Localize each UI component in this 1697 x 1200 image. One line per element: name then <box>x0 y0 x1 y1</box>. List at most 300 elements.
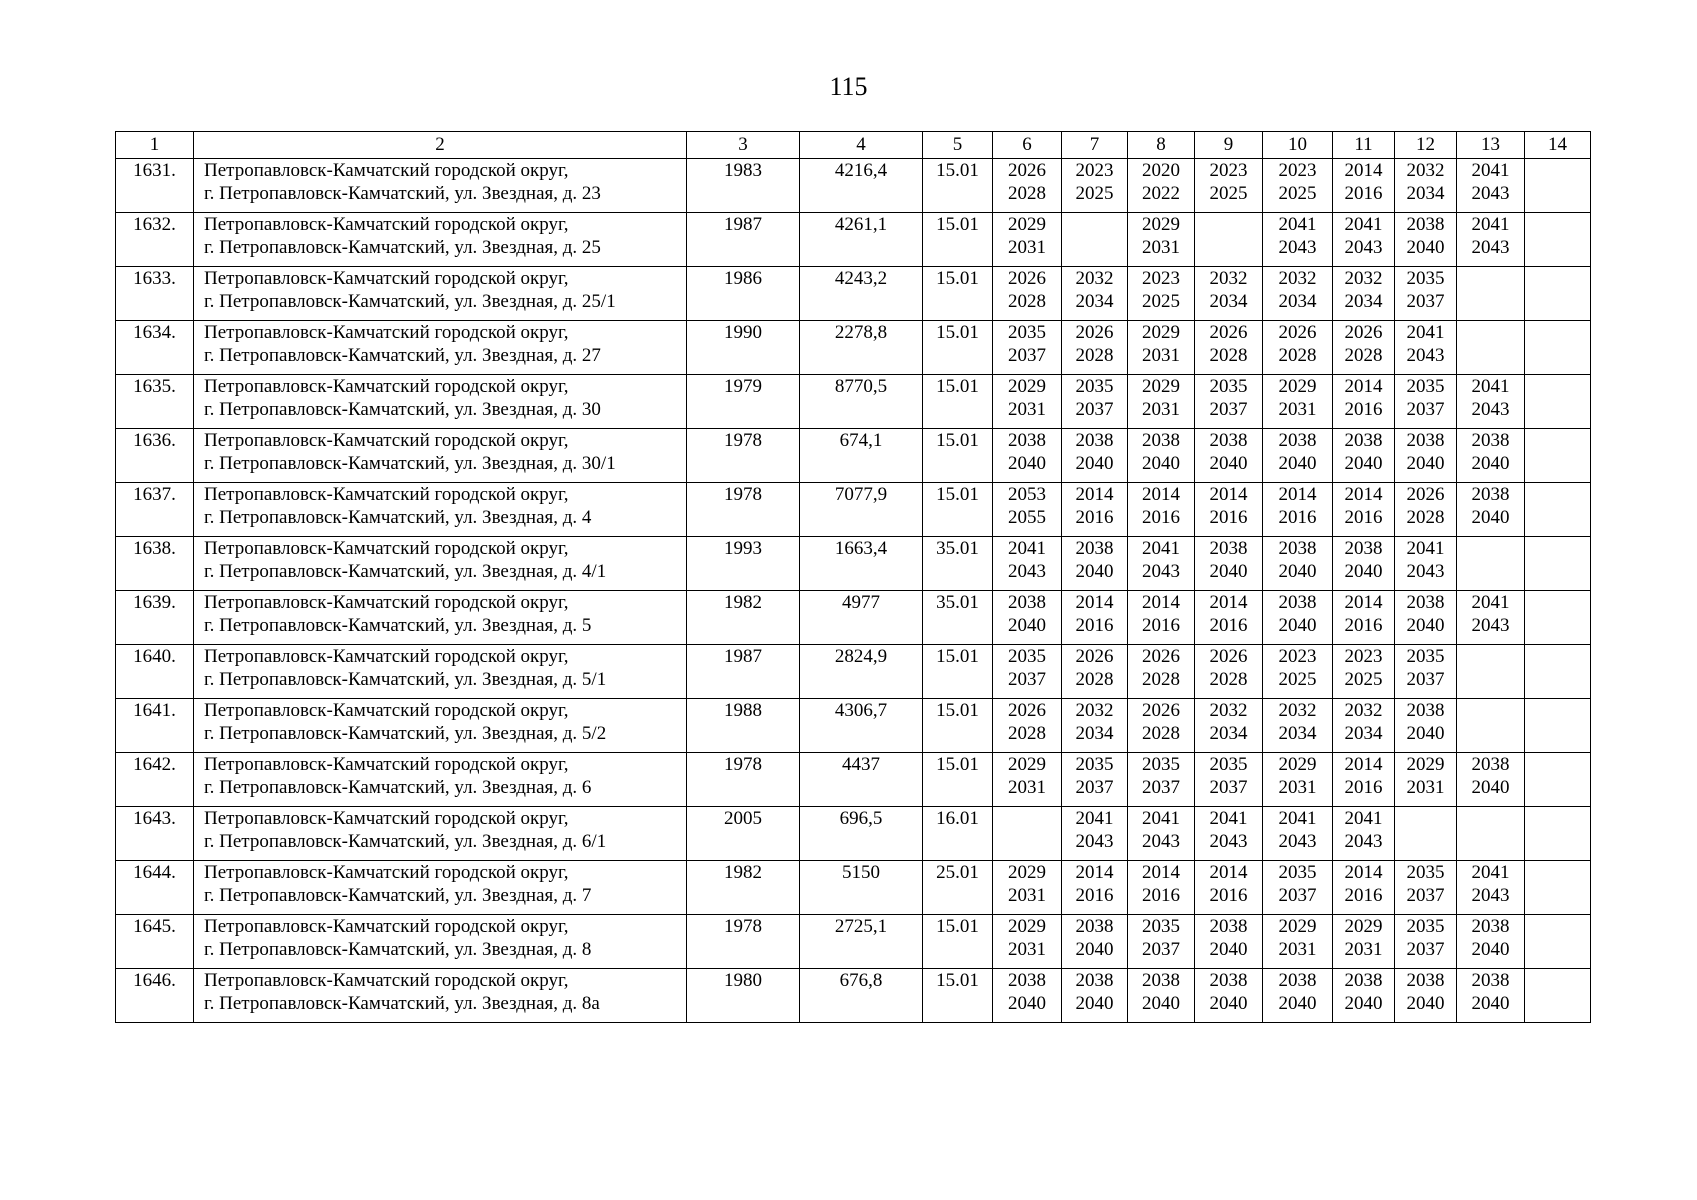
period-start: 2038 <box>1075 430 1114 451</box>
period-end: 2031 <box>1142 399 1180 420</box>
period-end: 2043 <box>1344 237 1383 258</box>
period-end: 2025 <box>1344 669 1383 690</box>
address-municipality: Петропавловск-Камчатский городской округ, <box>204 214 569 235</box>
period-cell <box>1395 375 1457 429</box>
address-street: г. Петропавловск-Камчатский, ул. Звездная, д. 6 <box>204 777 592 798</box>
period-start: 2014 <box>1344 160 1383 181</box>
code-cell: 15.01 <box>923 213 993 267</box>
period-cell <box>1525 969 1591 1023</box>
column-header: 5 <box>923 132 993 159</box>
column-header: 13 <box>1457 132 1525 159</box>
period-cell <box>1333 807 1395 861</box>
period-end: 2037 <box>1075 399 1114 420</box>
period-cell <box>1195 591 1263 645</box>
period-cell <box>993 159 1062 213</box>
period-start: 2038 <box>1406 214 1445 235</box>
area-cell: 4437 <box>800 753 923 807</box>
address-municipality: Петропавловск-Камчатский городской округ, <box>204 808 569 829</box>
period-cell <box>993 699 1062 753</box>
period-start: 2023 <box>1209 160 1248 181</box>
period-start: 2038 <box>1406 592 1445 613</box>
table-row <box>116 483 1591 537</box>
build-year-cell: 1982 <box>687 591 800 645</box>
period-cell <box>1128 537 1195 591</box>
period-start: 2038 <box>1344 430 1383 451</box>
table-row <box>116 537 1591 591</box>
build-year-cell: 1988 <box>687 699 800 753</box>
area-cell: 1663,4 <box>800 537 923 591</box>
period-end: 2043 <box>1471 399 1510 420</box>
period-start: 2038 <box>1344 538 1383 559</box>
period-end: 2043 <box>1406 561 1445 582</box>
period-cell <box>1333 159 1395 213</box>
row-number: 1641. <box>116 699 194 753</box>
area-cell: 676,8 <box>800 969 923 1023</box>
period-start: 2038 <box>1278 538 1317 559</box>
period-end: 2040 <box>1209 939 1248 960</box>
period-end: 2037 <box>1209 399 1248 420</box>
period-start: 2038 <box>1008 592 1046 613</box>
period-cell <box>1263 537 1333 591</box>
period-cell <box>1525 591 1591 645</box>
period-cell <box>1395 213 1457 267</box>
period-end: 2031 <box>1008 777 1046 798</box>
period-start: 2014 <box>1344 592 1383 613</box>
address-cell <box>194 375 687 429</box>
address-municipality: Петропавловск-Камчатский городской округ, <box>204 700 569 721</box>
code-cell: 15.01 <box>923 375 993 429</box>
period-start: 2038 <box>1075 970 1114 991</box>
code-cell: 15.01 <box>923 915 993 969</box>
period-end: 2043 <box>1142 831 1180 852</box>
period-start: 2014 <box>1142 862 1180 883</box>
period-cell <box>1263 213 1333 267</box>
area-cell: 2278,8 <box>800 321 923 375</box>
period-start: 2038 <box>1344 970 1383 991</box>
period-start: 2032 <box>1075 700 1114 721</box>
period-end: 2037 <box>1008 669 1046 690</box>
area-cell: 2824,9 <box>800 645 923 699</box>
address-street: г. Петропавловск-Камчатский, ул. Звездная, д. 25 <box>204 237 601 258</box>
period-end: 2031 <box>1406 777 1445 798</box>
row-number: 1637. <box>116 483 194 537</box>
period-start: 2014 <box>1075 592 1114 613</box>
period-start: 2041 <box>1344 808 1383 829</box>
period-start: 2041 <box>1471 214 1510 235</box>
period-end: 2040 <box>1406 723 1445 744</box>
period-cell <box>1263 969 1333 1023</box>
period-end: 2034 <box>1344 723 1383 744</box>
period-end: 2043 <box>1471 615 1510 636</box>
build-year-cell: 1993 <box>687 537 800 591</box>
period-end: 2031 <box>1142 345 1180 366</box>
period-cell <box>1525 861 1591 915</box>
period-end: 2043 <box>1344 831 1383 852</box>
period-start: 2041 <box>1471 376 1510 397</box>
period-start: 2041 <box>1278 214 1317 235</box>
period-cell <box>1395 267 1457 321</box>
period-end: 2037 <box>1142 777 1180 798</box>
period-end: 2016 <box>1075 615 1114 636</box>
period-end: 2040 <box>1008 615 1046 636</box>
period-end: 2040 <box>1142 993 1180 1014</box>
row-number: 1633. <box>116 267 194 321</box>
period-end: 2025 <box>1142 291 1180 312</box>
address-cell <box>194 213 687 267</box>
period-end: 2028 <box>1075 669 1114 690</box>
period-start: 2038 <box>1209 538 1248 559</box>
period-cell <box>1525 321 1591 375</box>
period-end: 2040 <box>1075 939 1114 960</box>
period-start: 2026 <box>1075 646 1114 667</box>
address-cell <box>194 267 687 321</box>
table-row <box>116 429 1591 483</box>
period-start: 2038 <box>1471 916 1510 937</box>
period-start: 2029 <box>1008 754 1046 775</box>
table-row <box>116 969 1591 1023</box>
period-cell <box>1333 429 1395 483</box>
period-start: 2035 <box>1008 322 1046 343</box>
period-end: 2040 <box>1075 561 1114 582</box>
period-start: 2035 <box>1406 862 1445 883</box>
period-cell <box>1395 159 1457 213</box>
period-cell <box>1457 699 1525 753</box>
period-cell <box>1395 645 1457 699</box>
period-end: 2043 <box>1008 561 1046 582</box>
period-end: 2040 <box>1471 507 1510 528</box>
period-cell <box>1333 267 1395 321</box>
period-start: 2026 <box>1209 646 1248 667</box>
period-end: 2040 <box>1344 993 1383 1014</box>
period-end: 2040 <box>1142 453 1180 474</box>
period-cell <box>993 375 1062 429</box>
code-cell: 16.01 <box>923 807 993 861</box>
build-year-cell: 2005 <box>687 807 800 861</box>
build-year-cell: 1990 <box>687 321 800 375</box>
period-cell <box>1395 807 1457 861</box>
period-end: 2016 <box>1075 885 1114 906</box>
period-cell <box>993 483 1062 537</box>
period-cell <box>1128 807 1195 861</box>
period-cell <box>1062 861 1128 915</box>
period-start: 2041 <box>1142 808 1180 829</box>
address-cell <box>194 645 687 699</box>
build-year-cell: 1986 <box>687 267 800 321</box>
period-end: 2040 <box>1471 777 1510 798</box>
period-cell <box>1128 267 1195 321</box>
address-municipality: Петропавловск-Камчатский городской округ, <box>204 916 569 937</box>
period-cell <box>1195 267 1263 321</box>
period-end: 2040 <box>1278 993 1317 1014</box>
period-cell <box>1457 267 1525 321</box>
period-cell <box>1333 969 1395 1023</box>
period-start: 2026 <box>1278 322 1317 343</box>
column-header: 9 <box>1195 132 1263 159</box>
table-row <box>116 321 1591 375</box>
period-end: 2016 <box>1344 885 1383 906</box>
period-cell <box>1195 537 1263 591</box>
row-number: 1634. <box>116 321 194 375</box>
period-cell <box>1195 429 1263 483</box>
period-cell <box>1062 915 1128 969</box>
period-cell <box>1062 213 1128 267</box>
period-end: 2040 <box>1344 453 1383 474</box>
period-end: 2028 <box>1344 345 1383 366</box>
period-end: 2043 <box>1471 885 1510 906</box>
area-cell: 674,1 <box>800 429 923 483</box>
address-cell <box>194 915 687 969</box>
period-end: 2025 <box>1278 669 1317 690</box>
period-start: 2029 <box>1406 754 1445 775</box>
table-row <box>116 753 1591 807</box>
period-end: 2040 <box>1471 993 1510 1014</box>
address-municipality: Петропавловск-Камчатский городской округ, <box>204 430 569 451</box>
period-end: 2043 <box>1278 237 1317 258</box>
row-number: 1638. <box>116 537 194 591</box>
period-start: 2014 <box>1075 862 1114 883</box>
period-start: 2041 <box>1278 808 1317 829</box>
address-street: г. Петропавловск-Камчатский, ул. Звездная, д. 4/1 <box>204 561 607 582</box>
period-start: 2038 <box>1471 430 1510 451</box>
code-cell: 15.01 <box>923 321 993 375</box>
period-cell <box>993 807 1062 861</box>
period-end: 2028 <box>1142 669 1180 690</box>
period-cell <box>1263 267 1333 321</box>
area-cell: 4306,7 <box>800 699 923 753</box>
period-start: 2038 <box>1075 538 1114 559</box>
address-street: г. Петропавловск-Камчатский, ул. Звездная, д. 4 <box>204 507 592 528</box>
period-start: 2038 <box>1406 430 1445 451</box>
period-start: 2035 <box>1209 376 1248 397</box>
period-end: 2034 <box>1406 183 1445 204</box>
period-cell <box>1525 537 1591 591</box>
period-cell <box>1333 591 1395 645</box>
column-number-row <box>116 132 1591 159</box>
period-end: 2031 <box>1008 885 1046 906</box>
period-end: 2040 <box>1406 615 1445 636</box>
period-start: 2029 <box>1142 376 1180 397</box>
period-cell <box>1525 213 1591 267</box>
period-cell <box>1195 807 1263 861</box>
address-street: г. Петропавловск-Камчатский, ул. Звездная, д. 5 <box>204 615 592 636</box>
period-start: 2026 <box>1209 322 1248 343</box>
period-cell <box>1195 969 1263 1023</box>
period-start: 2041 <box>1471 862 1510 883</box>
period-end: 2034 <box>1278 291 1317 312</box>
period-end: 2037 <box>1209 777 1248 798</box>
address-cell <box>194 321 687 375</box>
period-end: 2028 <box>1142 723 1180 744</box>
period-start: 2029 <box>1278 754 1317 775</box>
period-start: 2032 <box>1344 700 1383 721</box>
address-municipality: Петропавловск-Камчатский городской округ, <box>204 754 569 775</box>
period-start: 2038 <box>1008 970 1046 991</box>
address-cell <box>194 429 687 483</box>
period-end: 2025 <box>1075 183 1114 204</box>
period-end: 2016 <box>1209 885 1248 906</box>
period-start: 2014 <box>1209 862 1248 883</box>
period-end: 2055 <box>1008 507 1046 528</box>
period-cell <box>1525 429 1591 483</box>
period-start: 2026 <box>1142 646 1180 667</box>
period-start: 2038 <box>1209 430 1248 451</box>
period-start: 2041 <box>1471 592 1510 613</box>
period-cell <box>1525 699 1591 753</box>
period-end: 2043 <box>1278 831 1317 852</box>
period-cell <box>1128 375 1195 429</box>
period-cell <box>1263 591 1333 645</box>
table-row <box>116 375 1591 429</box>
address-street: г. Петропавловск-Камчатский, ул. Звездная, д. 30 <box>204 399 601 420</box>
period-cell <box>1457 861 1525 915</box>
address-street: г. Петропавловск-Камчатский, ул. Звездная, д. 5/1 <box>204 669 607 690</box>
table-body <box>116 159 1591 1023</box>
period-cell <box>1195 483 1263 537</box>
address-cell <box>194 807 687 861</box>
address-street: г. Петропавловск-Камчатский, ул. Звездная, д. 27 <box>204 345 601 366</box>
period-start: 2023 <box>1344 646 1383 667</box>
period-cell <box>1525 915 1591 969</box>
period-cell <box>1333 645 1395 699</box>
period-end: 2037 <box>1406 399 1445 420</box>
address-municipality: Петропавловск-Камчатский городской округ, <box>204 862 569 883</box>
code-cell: 15.01 <box>923 645 993 699</box>
period-cell <box>1263 321 1333 375</box>
row-number: 1644. <box>116 861 194 915</box>
period-cell <box>1062 159 1128 213</box>
period-cell <box>1062 969 1128 1023</box>
period-end: 2037 <box>1406 885 1445 906</box>
period-start: 2032 <box>1278 700 1317 721</box>
period-cell <box>1062 645 1128 699</box>
period-cell <box>993 321 1062 375</box>
period-cell <box>1128 969 1195 1023</box>
build-year-cell: 1978 <box>687 753 800 807</box>
period-cell <box>1457 591 1525 645</box>
period-end: 2028 <box>1008 183 1046 204</box>
period-end: 2028 <box>1008 291 1046 312</box>
period-cell <box>1457 753 1525 807</box>
area-cell: 696,5 <box>800 807 923 861</box>
period-end: 2043 <box>1209 831 1248 852</box>
address-cell <box>194 969 687 1023</box>
table-row <box>116 915 1591 969</box>
period-cell <box>1062 375 1128 429</box>
column-header: 1 <box>116 132 194 159</box>
address-street: г. Петропавловск-Камчатский, ул. Звездная, д. 7 <box>204 885 592 906</box>
period-start: 2026 <box>1406 484 1445 505</box>
period-end: 2040 <box>1278 561 1317 582</box>
area-cell: 8770,5 <box>800 375 923 429</box>
row-number: 1631. <box>116 159 194 213</box>
code-cell: 15.01 <box>923 483 993 537</box>
code-cell: 15.01 <box>923 699 993 753</box>
area-cell: 7077,9 <box>800 483 923 537</box>
period-cell <box>1395 699 1457 753</box>
period-end: 2040 <box>1406 993 1445 1014</box>
build-year-cell: 1983 <box>687 159 800 213</box>
period-start: 2029 <box>1278 376 1317 397</box>
period-cell <box>1263 429 1333 483</box>
period-start: 2029 <box>1008 376 1046 397</box>
period-start: 2035 <box>1278 862 1317 883</box>
table-row <box>116 807 1591 861</box>
column-header: 4 <box>800 132 923 159</box>
period-end: 2043 <box>1142 561 1180 582</box>
period-end: 2016 <box>1142 507 1180 528</box>
period-end: 2034 <box>1075 291 1114 312</box>
period-cell <box>1128 321 1195 375</box>
period-cell <box>1525 267 1591 321</box>
period-start: 2038 <box>1142 970 1180 991</box>
period-end: 2034 <box>1209 723 1248 744</box>
period-start: 2029 <box>1008 862 1046 883</box>
period-cell <box>1457 537 1525 591</box>
period-cell <box>1128 645 1195 699</box>
period-cell <box>993 753 1062 807</box>
period-cell <box>1333 753 1395 807</box>
period-cell <box>1457 213 1525 267</box>
period-start: 2023 <box>1278 160 1317 181</box>
address-municipality: Петропавловск-Камчатский городской округ, <box>204 376 569 397</box>
period-start: 2041 <box>1008 538 1046 559</box>
period-cell <box>1457 915 1525 969</box>
build-year-cell: 1987 <box>687 645 800 699</box>
period-cell <box>1263 807 1333 861</box>
period-cell <box>1062 807 1128 861</box>
period-cell <box>1263 861 1333 915</box>
period-start: 2053 <box>1008 484 1046 505</box>
period-cell <box>1525 159 1591 213</box>
build-year-cell: 1978 <box>687 915 800 969</box>
period-end: 2037 <box>1142 939 1180 960</box>
period-end: 2040 <box>1075 453 1114 474</box>
address-municipality: Петропавловск-Камчатский городской округ, <box>204 484 569 505</box>
period-end: 2043 <box>1075 831 1114 852</box>
row-number: 1640. <box>116 645 194 699</box>
period-end: 2040 <box>1008 993 1046 1014</box>
period-end: 2028 <box>1406 507 1445 528</box>
period-cell <box>1395 915 1457 969</box>
row-number: 1645. <box>116 915 194 969</box>
period-cell <box>993 591 1062 645</box>
period-end: 2025 <box>1209 183 1248 204</box>
period-cell <box>1457 483 1525 537</box>
period-start: 2014 <box>1344 484 1383 505</box>
period-cell <box>1333 375 1395 429</box>
period-cell <box>1395 321 1457 375</box>
period-start: 2026 <box>1142 700 1180 721</box>
table-row <box>116 159 1591 213</box>
period-end: 2016 <box>1344 183 1383 204</box>
period-start: 2029 <box>1008 916 1046 937</box>
period-cell <box>1263 645 1333 699</box>
period-end: 2016 <box>1344 399 1383 420</box>
period-cell <box>1457 969 1525 1023</box>
period-cell <box>993 537 1062 591</box>
period-start: 2029 <box>1142 214 1180 235</box>
area-cell: 4216,4 <box>800 159 923 213</box>
period-cell <box>1128 699 1195 753</box>
period-end: 2031 <box>1278 939 1317 960</box>
period-end: 2040 <box>1008 453 1046 474</box>
period-end: 2031 <box>1278 399 1317 420</box>
period-cell <box>1062 699 1128 753</box>
code-cell: 15.01 <box>923 969 993 1023</box>
period-end: 2037 <box>1008 345 1046 366</box>
period-cell <box>1195 213 1263 267</box>
column-header: 12 <box>1395 132 1457 159</box>
